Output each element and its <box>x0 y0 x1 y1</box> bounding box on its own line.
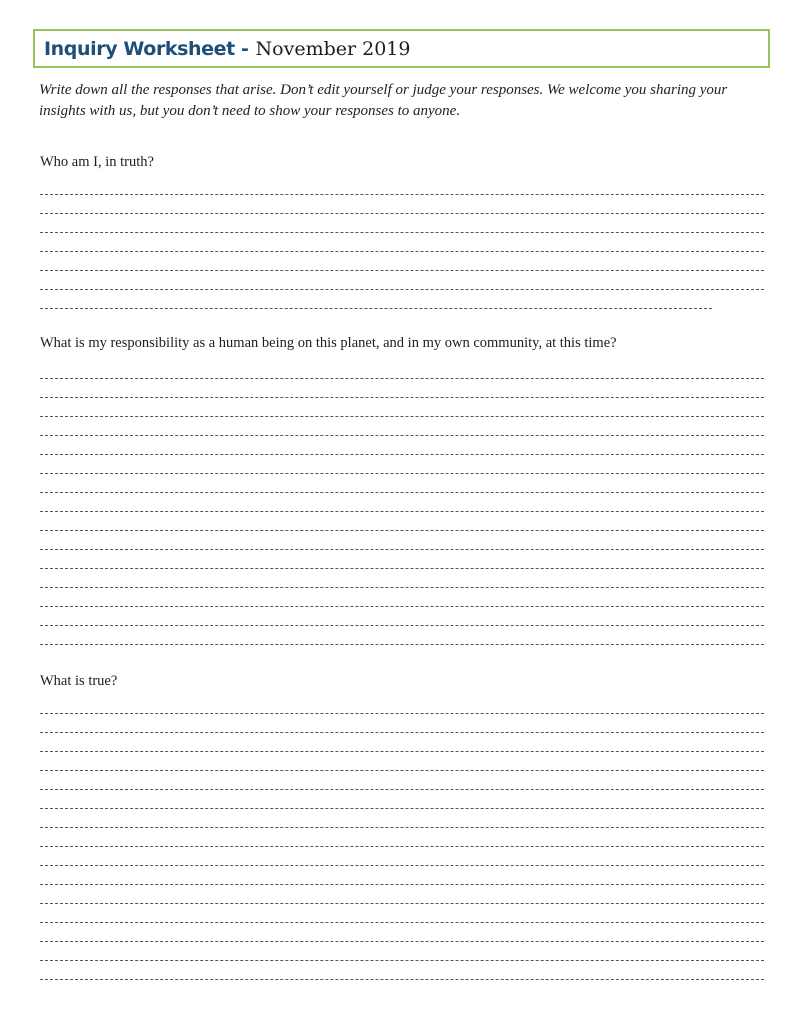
answer-line[interactable] <box>40 549 764 550</box>
answer-line[interactable] <box>40 827 764 828</box>
answer-line[interactable] <box>40 922 764 923</box>
answer-line[interactable] <box>40 625 764 626</box>
answer-line[interactable] <box>40 941 764 942</box>
answer-line[interactable] <box>40 492 764 493</box>
answer-line[interactable] <box>40 644 764 645</box>
answer-line[interactable] <box>40 568 764 569</box>
question-2: What is my responsibility as a human being on this planet, and in my own community, at this time? <box>40 335 617 351</box>
answer-line[interactable] <box>40 606 764 607</box>
answer-lines-1[interactable] <box>40 194 764 327</box>
answer-line[interactable] <box>40 530 764 531</box>
answer-line[interactable] <box>40 587 764 588</box>
answer-line[interactable] <box>40 454 764 455</box>
answer-line[interactable] <box>40 397 764 398</box>
question-1: Who am I, in truth? <box>40 154 154 170</box>
answer-line[interactable] <box>40 194 764 195</box>
answer-line[interactable] <box>40 770 764 771</box>
answer-line[interactable] <box>40 865 764 866</box>
answer-line[interactable] <box>40 416 764 417</box>
question-3: What is true? <box>40 673 118 689</box>
instructions-text: Write down all the responses that arise. Don’t edit yourself or judge your responses. We welcome you sharing your insights with us, but you don’t need to show your responses to anyone. <box>39 82 728 119</box>
answer-line[interactable] <box>40 213 764 214</box>
answer-line[interactable] <box>40 789 764 790</box>
answer-line[interactable] <box>40 251 764 252</box>
answer-line[interactable] <box>40 232 764 233</box>
answer-line[interactable] <box>40 732 764 733</box>
answer-line[interactable] <box>40 713 764 714</box>
answer-line[interactable] <box>40 473 764 474</box>
answer-line[interactable] <box>40 511 764 512</box>
answer-lines-2[interactable] <box>40 378 764 663</box>
worksheet-title: Inquiry Worksheet - <box>44 37 249 60</box>
answer-line[interactable] <box>40 289 764 290</box>
worksheet-date: November 2019 <box>255 37 411 60</box>
answer-line[interactable] <box>40 903 764 904</box>
answer-lines-3[interactable] <box>40 713 764 998</box>
answer-line[interactable] <box>40 846 764 847</box>
answer-line[interactable] <box>40 960 764 961</box>
answer-line[interactable] <box>40 435 764 436</box>
answer-line[interactable] <box>40 308 712 309</box>
answer-line[interactable] <box>40 270 764 271</box>
answer-line[interactable] <box>40 378 764 379</box>
answer-line[interactable] <box>40 979 764 980</box>
title-box <box>33 29 770 68</box>
answer-line[interactable] <box>40 808 764 809</box>
answer-line[interactable] <box>40 751 764 752</box>
answer-line[interactable] <box>40 884 764 885</box>
